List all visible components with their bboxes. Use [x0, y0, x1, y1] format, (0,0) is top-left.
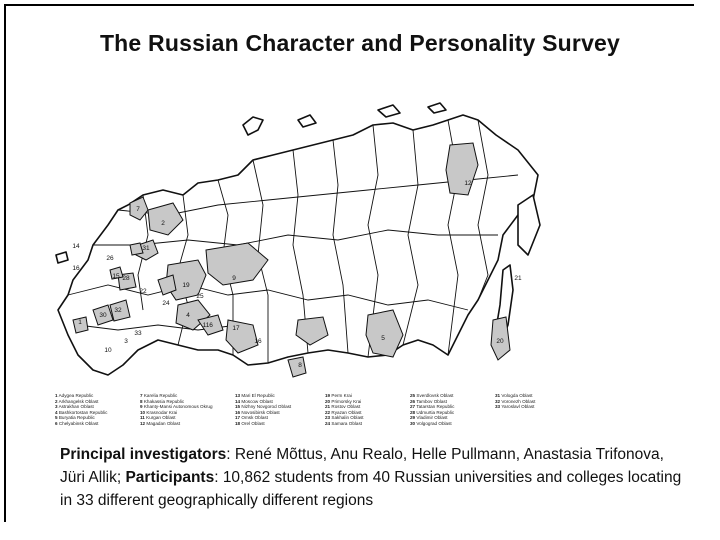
region-label: 16	[254, 338, 262, 345]
region-label: 16	[72, 265, 80, 272]
legend-item: 32 Voronezh Oblast	[495, 398, 536, 404]
region-label: 25	[196, 293, 204, 300]
legend-item: 29 Vladimir Oblast	[410, 415, 448, 421]
arctic-island-3	[428, 103, 446, 113]
participants-label: Participants	[125, 469, 215, 486]
legend-item: 11 Kurgan Oblast	[140, 415, 176, 421]
legend-item: 6 Chelyabinsk Oblast	[55, 420, 99, 426]
credits-paragraph	[60, 443, 690, 512]
arctic-island-2	[378, 105, 400, 117]
frame-top-border	[4, 4, 694, 6]
legend-item: 2 Arkhangelsk Oblast	[55, 398, 99, 404]
legend-item: 3 Astrakhan Oblast	[55, 404, 94, 410]
legend-item: 31 Vologda Oblast	[495, 393, 533, 398]
legend-item: 8 Khakassia Republic	[140, 398, 185, 404]
legend-item: 1 Adygea Republic	[55, 393, 94, 398]
region-label: 20	[496, 338, 504, 345]
legend-item: 16 Novosibirsk Oblast	[235, 409, 280, 415]
participants-text: : 10,862 students from 40 Russian universities and colleges locating in 33 different geographically different regions	[60, 469, 682, 509]
region-label: 24	[162, 300, 170, 307]
frame-left-border	[4, 4, 6, 522]
legend-item: 30 Volgograd Oblast	[410, 420, 452, 426]
region-label: 5	[381, 335, 385, 342]
region-label: 9	[232, 275, 236, 282]
region-label: 32	[114, 307, 122, 314]
legend-column	[235, 393, 335, 427]
russia-map	[48, 95, 548, 395]
legend-item: 14 Moscow Oblast	[235, 398, 273, 404]
kamchatka-peninsula	[518, 195, 540, 255]
region-label: 4	[186, 312, 190, 319]
legend-item: 9 Khanty-Mansi Autonomous Okrug	[140, 404, 213, 410]
region-label: 10	[104, 347, 112, 354]
legend-item: 25 Sverdlovsk Oblast	[410, 393, 454, 398]
legend-item: 18 Orel Oblast	[235, 420, 265, 426]
pi-label: Principal investigators	[60, 446, 227, 463]
legend-item: 26 Tambov Oblast	[410, 398, 447, 404]
region-label: 26	[106, 255, 114, 262]
map-legend	[55, 393, 655, 441]
region-label: 14	[72, 243, 80, 250]
legend-item: 23 Sakhalin Oblast	[325, 415, 364, 421]
region-label: 22	[139, 288, 147, 295]
region-label: 19	[182, 282, 190, 289]
legend-item: 20 Primorsky Krai	[325, 398, 362, 404]
legend-item: 12 Magadan Oblast	[140, 420, 181, 426]
slide-title: The Russian Character and Personality Survey	[99, 30, 621, 56]
legend-item: 33 Yaroslavl Oblast	[495, 404, 535, 410]
legend-item: 19 Perm Krai	[325, 393, 352, 398]
region-label: 33	[134, 330, 142, 337]
novaya-zemlya-island	[243, 117, 263, 135]
region-label: 17	[232, 325, 240, 332]
kaliningrad-exclave	[56, 252, 68, 263]
region-label: 1	[78, 319, 82, 326]
legend-column	[140, 393, 240, 427]
region-label: 7	[136, 206, 140, 213]
region-label: 8	[298, 362, 302, 369]
legend-item: 15 Nizhny Novgorod Oblast	[235, 404, 292, 410]
legend-item: 13 Mari El Republic	[235, 393, 275, 398]
legend-item: 7 Karelia Republic	[140, 393, 178, 398]
legend-item: 21 Rostov Oblast	[325, 404, 361, 410]
legend-item: 28 Udmurtia Republic	[410, 409, 455, 415]
arctic-island-1	[298, 115, 316, 127]
region-label: 31	[142, 245, 150, 252]
legend-column	[495, 393, 595, 410]
region-label: 12	[464, 180, 472, 187]
legend-item: 17 Omsk Oblast	[235, 415, 268, 421]
region-label: 11	[202, 322, 210, 329]
legend-item: 27 Tatarstan Republic	[410, 404, 455, 410]
legend-item: 10 Krasnodar Krai	[140, 409, 178, 415]
region-label: 30	[99, 312, 107, 319]
legend-item: 24 Samara Oblast	[325, 420, 363, 426]
region-label: 28	[122, 275, 130, 282]
region-label: 21	[514, 275, 522, 282]
region-label: 15	[112, 273, 120, 280]
region-label: 2	[161, 220, 165, 227]
region-label: 3	[124, 338, 128, 345]
region-label: 6	[209, 322, 213, 329]
legend-item: 22 Ryazan Oblast	[325, 409, 362, 415]
pi-text: : René Mõttus, Anu Realo, Helle Pullmann, Anastasia Trifonova, Jüri Allik;	[60, 446, 664, 486]
legend-item: 5 Buryatia Republic	[55, 415, 95, 421]
legend-item: 4 Bashkortostan Republic	[55, 409, 108, 415]
